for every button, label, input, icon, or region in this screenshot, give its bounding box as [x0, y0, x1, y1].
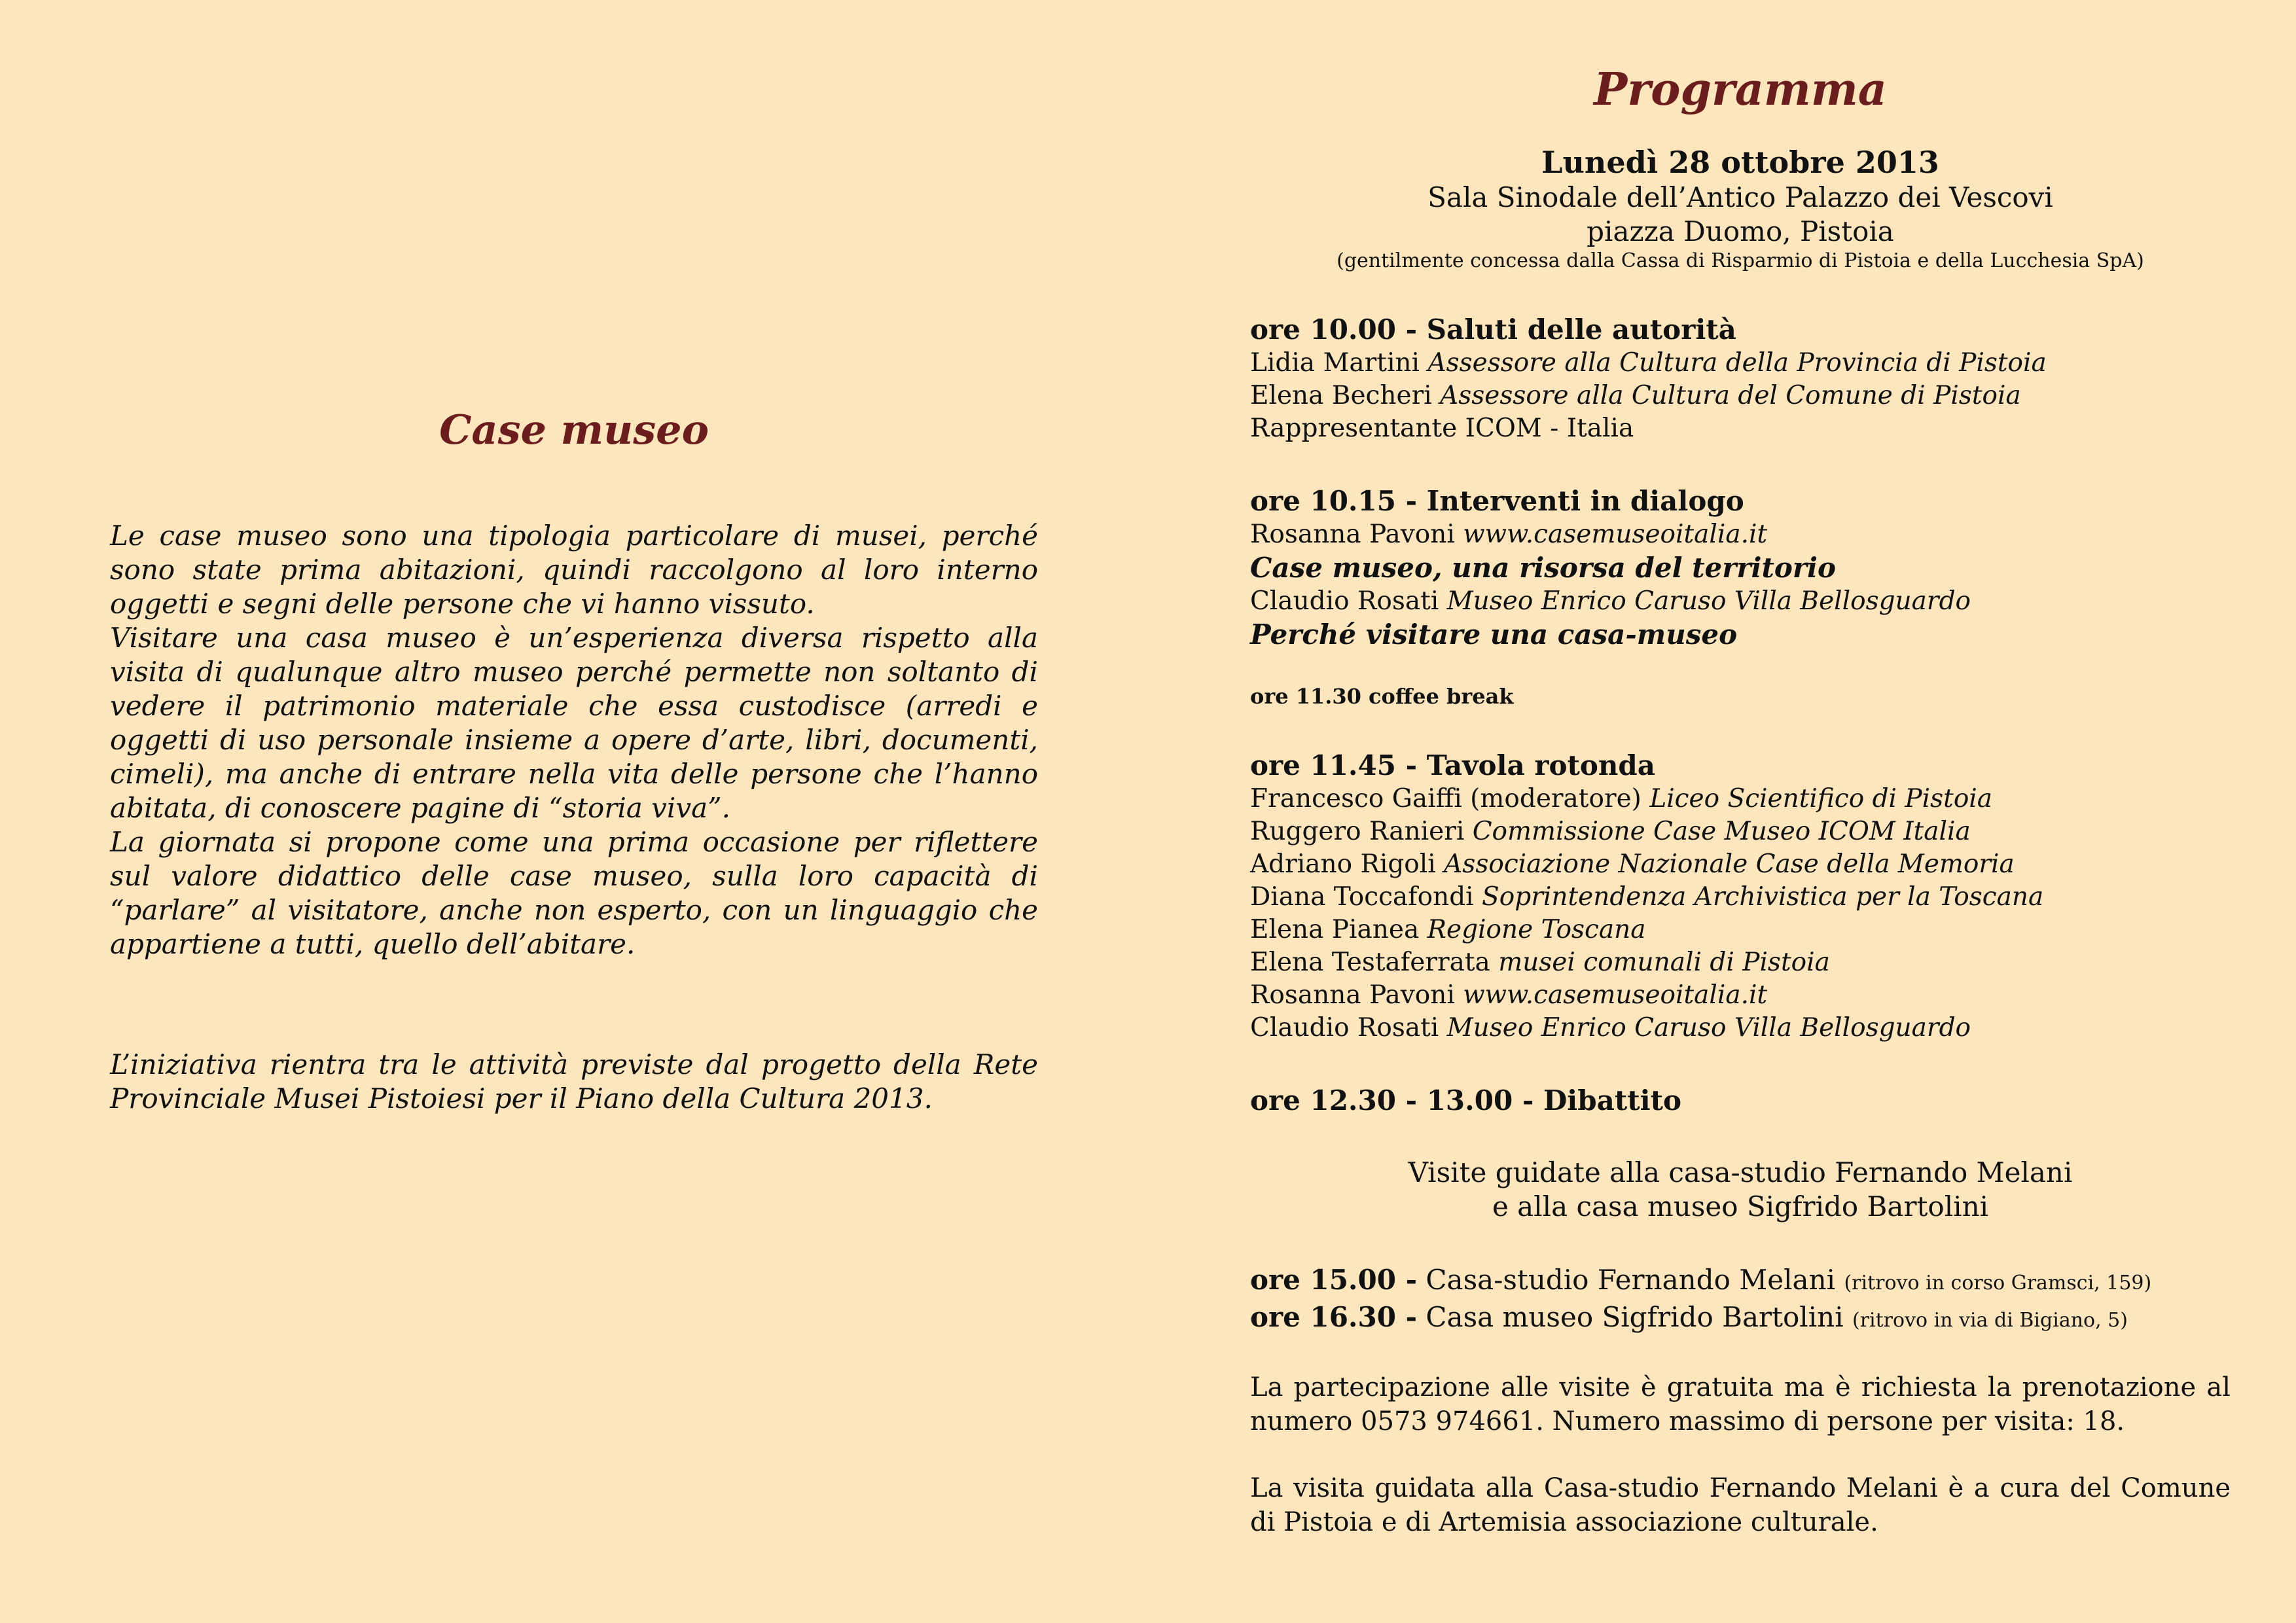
event-venue: Sala Sinodale dell’Antico Palazzo dei Vescovi: [1427, 181, 2053, 213]
coffee-break: ore 11.30 coffee break: [1250, 684, 1514, 709]
panelist-line: [1250, 979, 2231, 1012]
panelist-role: Museo Enrico Caruso Villa Bellosguardo: [1446, 1013, 1971, 1043]
intro-paragraph-2: Visitare una casa museo è un’esperienza diversa rispetto alla visita di qualunque altro museo perché permette non soltanto di vedere il patrimonio materiale che essa custodisce (arredi e oggetti di uso personale insieme a opere d’arte, libri, documenti, cimeli), ma anche di entrare nella vita delle persone che l’hanno abitata, di conoscere pagine di “storia viva”.: [110, 622, 1038, 824]
panelist-name: Diana Toccafondi: [1250, 882, 1474, 912]
tour-line: [1250, 1263, 2231, 1300]
intro-paragraph-1: Le case museo sono una tipologia particolare di musei, perché sono state prima abitazioni, quindi raccolgono al loro interno oggetti e segni delle persone che vi hanno vissuto.: [110, 520, 1038, 620]
left-panel: [110, 406, 1038, 1116]
guided-visits-line-1: Visite guidate alla casa-studio Fernando Melani: [1408, 1156, 2073, 1188]
session-heading: ore 10.15 - Interventi in dialogo: [1250, 485, 1744, 517]
panelist-role: Associazione Nazionale Case della Memoria: [1444, 849, 2015, 879]
panelist-role: www.casemuseoitalia.it: [1463, 980, 1768, 1010]
event-courtesy: (gentilmente concessa dalla Cassa di Risparmio di Pistoia e della Lucchesia SpA): [1336, 249, 2144, 272]
panelist-line: [1250, 946, 2231, 979]
speaker-line: Rappresentante ICOM - Italia: [1250, 414, 1634, 443]
tour-place: Casa museo Sigfrido Bartolini: [1426, 1301, 1844, 1333]
event-date: Lunedì 28 ottobre 2013: [1541, 145, 1939, 180]
panelist-line: [1250, 848, 2231, 881]
guided-visits-line-2: e alla casa museo Sigfrido Bartolini: [1492, 1190, 1989, 1222]
session-heading: ore 10.00 - Saluti delle autorità: [1250, 313, 1736, 346]
talk-title: Perché visitare una casa-museo: [1250, 618, 1738, 651]
tour-meeting-point: (ritrovo in via di Bigiano, 5): [1852, 1309, 2128, 1332]
panelist-line: [1250, 914, 2231, 946]
tour-time: ore 16.30 -: [1250, 1301, 1418, 1333]
speaker-name: Lidia Martini: [1250, 348, 1420, 378]
panelist-name: Elena Testaferrata: [1250, 948, 1490, 977]
session-roundtable: [1250, 749, 2231, 1044]
program-panel: [1250, 60, 2231, 1539]
event-address: piazza Duomo, Pistoia: [1587, 215, 1894, 247]
event-header: [1250, 144, 2231, 274]
panelist-name: Elena Pianea: [1250, 915, 1420, 944]
panelist-line: [1250, 1012, 2231, 1044]
guided-visits: [1250, 1156, 2231, 1224]
tour-time: ore 15.00 -: [1250, 1264, 1418, 1296]
panelist-role: Soprintendenza Archivistica per la Toscana: [1482, 882, 2044, 912]
program-title: Programma: [1594, 63, 1887, 116]
credit-note: La visita guidata alla Casa-studio Fernando Melani è a cura del Comune di Pistoia e di Artemisia associazione culturale.: [1250, 1473, 2231, 1537]
speaker-name: Elena Becheri: [1250, 381, 1432, 410]
session-heading: ore 11.45 - Tavola rotonda: [1250, 749, 1656, 781]
panelist-name: Adriano Rigoli: [1250, 849, 1436, 879]
speaker-name: Rosanna Pavoni: [1250, 520, 1455, 549]
speaker-line: [1250, 518, 2231, 551]
panelist-name: Francesco Gaiffi (moderatore): [1250, 784, 1641, 813]
booking-info: La partecipazione alle visite è gratuita ma è richiesta la prenotazione al numero 0573 974661. Numero massimo di persone per visita: 18.: [1250, 1372, 2231, 1436]
session-heading: ore 12.30 - 13.00 - Dibattito: [1250, 1084, 1681, 1116]
tour-schedule: [1250, 1263, 2231, 1338]
panelist-line: [1250, 783, 2231, 815]
panelist-name: Rosanna Pavoni: [1250, 980, 1455, 1010]
session-dialogue: [1250, 484, 2231, 652]
tour-meeting-point: (ritrovo in corso Gramsci, 159): [1844, 1272, 2152, 1294]
speaker-line: [1250, 585, 2231, 618]
speaker-role: Assessore alla Cultura del Comune di Pistoia: [1440, 381, 2021, 410]
speaker-role: Assessore alla Cultura della Provincia di Pistoia: [1427, 348, 2047, 378]
panelist-name: Ruggero Ranieri: [1250, 817, 1465, 846]
panelist-role: Liceo Scientifico di Pistoia: [1649, 784, 1993, 813]
speaker-role: Museo Enrico Caruso Villa Bellosguardo: [1446, 586, 1971, 616]
speaker-line: [1250, 347, 2231, 380]
initiative-note: L’iniziativa rientra tra le attività previste dal progetto della Rete Provinciale Musei Pistoiesi per il Piano della Cultura 2013.: [110, 1048, 1038, 1115]
session-greetings: [1250, 313, 2231, 445]
tour-place: Casa-studio Fernando Melani: [1426, 1264, 1836, 1296]
panelist-role: Regione Toscana: [1427, 915, 1646, 944]
left-title: Case museo: [439, 406, 709, 454]
speaker-name: Claudio Rosati: [1250, 586, 1439, 616]
talk-title: Case museo, una risorsa del territorio: [1250, 552, 1837, 584]
panelist-line: [1250, 881, 2231, 914]
session-debate: [1250, 1084, 2231, 1118]
speaker-line: [1250, 380, 2231, 412]
panelist-role: Commissione Case Museo ICOM Italia: [1472, 817, 1971, 846]
panelist-role: musei comunali di Pistoia: [1498, 948, 1830, 977]
speaker-role: www.casemuseoitalia.it: [1463, 520, 1768, 549]
panelist-name: Claudio Rosati: [1250, 1013, 1439, 1043]
intro-paragraph-3: La giornata si propone come una prima occasione per riflettere sul valore didattico delle case museo, sulla loro capacità di “parlare” al visitatore, anche non esperto, con un linguaggio che appartiene a tutti, quello dell’abitare.: [110, 826, 1038, 960]
tour-line: [1250, 1300, 2231, 1338]
panelist-line: [1250, 815, 2231, 848]
